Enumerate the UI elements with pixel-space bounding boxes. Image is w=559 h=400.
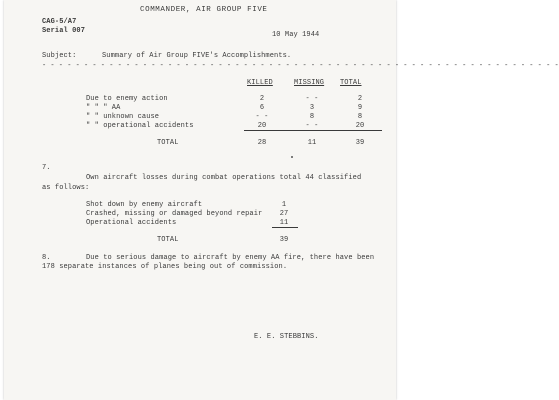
loss-label: Crashed, missing or damaged beyond repair (86, 210, 263, 218)
subject-text: Summary of Air Group FIVE's Accomplishments. (102, 52, 292, 60)
loss-value: 1 (281, 201, 287, 209)
separator-line: - - - - - - - - - - - - - - - - - - - - - - - - - - - - - - - - - - - - - - - - - - - - - - - - - - - - - - - - - - - - - - (42, 62, 559, 70)
row-label: Due to enemy action (86, 95, 168, 103)
total-cell: 8 (357, 113, 363, 121)
missing-cell: 3 (309, 104, 315, 112)
stray-mark (291, 156, 293, 158)
losses-total-value: 39 (279, 236, 289, 244)
loss-label: Operational accidents (86, 219, 177, 227)
row-label: " " " AA (86, 104, 121, 112)
killed-total: 28 (257, 139, 267, 147)
row-label: " " unknown cause (86, 113, 160, 121)
loss-value: 27 (279, 210, 289, 218)
column-header-missing: MISSING (294, 79, 325, 87)
row-label: " " operational accidents (86, 122, 194, 130)
killed-cell: 6 (259, 104, 265, 112)
paragraph-text: Own aircraft losses during combat operations total 44 classified (86, 174, 362, 182)
serial-number: Serial 007 (42, 27, 86, 35)
missing-cell: - - (305, 95, 319, 103)
killed-cell: 20 (257, 122, 267, 130)
killed-cell: - - (255, 113, 269, 121)
subject-label: Subject: (42, 52, 77, 60)
paragraph-text: as follows: (42, 184, 90, 192)
missing-cell: - - (305, 122, 319, 130)
total-cell: 2 (357, 95, 363, 103)
document-page (4, 0, 559, 400)
column-header-killed: KILLED (247, 79, 273, 87)
loss-label: Shot down by enemy aircraft (86, 201, 203, 209)
document-date: 10 May 1944 (272, 31, 320, 39)
missing-total: 11 (307, 139, 317, 147)
killed-cell: 2 (259, 95, 265, 103)
loss-value: 11 (279, 219, 289, 227)
table-sum-rule (244, 130, 382, 131)
total-cell: 9 (357, 104, 363, 112)
losses-sum-rule (272, 227, 298, 228)
grand-total: 39 (355, 139, 365, 147)
letterhead-title: COMMANDER, AIR GROUP FIVE (140, 6, 268, 14)
reference-code: CAG-5/A7 (42, 18, 77, 26)
paragraph-text: 178 separate instances of planes being out of commission. (42, 263, 288, 271)
paragraph-number: 7. (42, 164, 51, 172)
total-label: TOTAL (157, 139, 179, 147)
paragraph-number: 8. (42, 254, 51, 262)
missing-cell: 8 (309, 113, 315, 121)
paragraph-text: Due to serious damage to aircraft by enemy AA fire, there have been (86, 254, 375, 262)
signature-block: E. E. STEBBINS. (254, 333, 319, 341)
losses-total-label: TOTAL (157, 236, 179, 244)
column-header-total: TOTAL (340, 79, 362, 87)
total-cell: 20 (355, 122, 365, 130)
